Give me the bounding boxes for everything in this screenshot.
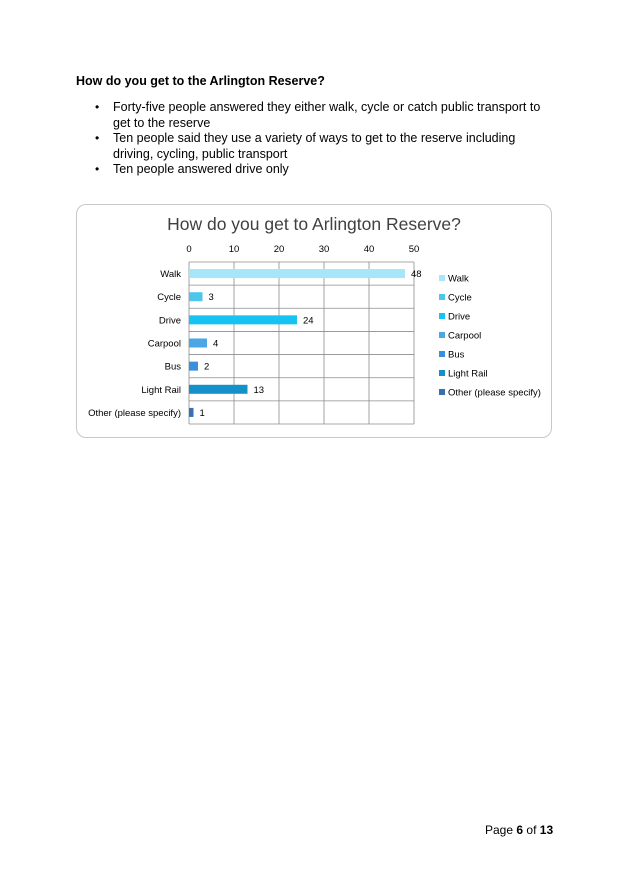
legend-swatch (439, 351, 445, 357)
bar-bus (189, 362, 198, 371)
bar-chart (77, 205, 551, 437)
chart-container (76, 204, 552, 438)
bar-walk (189, 269, 405, 278)
category-label: Other (please specify) (88, 407, 181, 419)
category-label: Cycle (157, 292, 181, 304)
x-tick-label: 50 (408, 244, 420, 255)
legend-swatch (439, 313, 445, 319)
legend-label: Bus (448, 349, 465, 361)
data-label: 13 (253, 384, 265, 396)
legend-swatch (439, 275, 445, 281)
legend-swatch (439, 332, 445, 338)
category-label: Bus (164, 361, 181, 373)
category-label: Drive (158, 315, 181, 327)
bullet-list (76, 100, 556, 178)
x-tick-label: 40 (363, 244, 375, 255)
bullet-item (76, 131, 556, 162)
x-tick-label: 20 (273, 244, 285, 255)
category-label: Light Rail (141, 384, 181, 396)
bullet-text: Ten people said they use a variety of ways to get to the reserve including driving, cycling, public transport (113, 131, 516, 161)
data-label: 1 (199, 407, 205, 419)
bar-carpool (189, 339, 207, 348)
x-tick-label: 30 (318, 244, 330, 255)
legend-swatch (439, 389, 445, 395)
data-label: 48 (411, 269, 422, 281)
bullet-icon: • (95, 131, 100, 145)
data-label: 4 (213, 338, 219, 350)
legend-label: Cycle (448, 292, 472, 304)
bullet-text: Forty-five people answered they either walk, cycle or catch public transport to get to the reserve (113, 100, 541, 130)
bar-other-please-specify- (189, 408, 194, 417)
page-label: Page (485, 823, 514, 837)
page-of: of (526, 823, 537, 837)
chart-title: How do you get to Arlington Reserve? (167, 214, 461, 234)
legend-label: Light Rail (448, 368, 488, 380)
bullet-text: Ten people answered drive only (113, 162, 289, 176)
legend-label: Carpool (448, 330, 482, 342)
bullet-item (76, 100, 556, 131)
bar-cycle (189, 292, 203, 301)
bullet-item (76, 162, 556, 178)
page-number (485, 823, 553, 837)
section-heading: How do you get to the Arlington Reserve? (76, 74, 325, 88)
data-label: 24 (303, 315, 314, 327)
bullet-icon: • (95, 100, 100, 114)
data-label: 2 (204, 361, 210, 373)
category-label: Carpool (147, 338, 181, 350)
page-current: 6 (516, 823, 524, 837)
legend-label: Drive (448, 311, 471, 323)
legend-label: Other (please specify) (448, 387, 541, 399)
x-tick-label: 0 (186, 244, 192, 255)
bar-drive (189, 315, 297, 324)
data-label: 3 (208, 292, 214, 304)
page-total: 13 (539, 823, 554, 837)
x-tick-label: 10 (228, 244, 240, 255)
category-label: Walk (160, 269, 181, 281)
bar-light-rail (189, 385, 248, 394)
bullet-icon: • (95, 162, 100, 176)
legend-swatch (439, 294, 445, 300)
legend-swatch (439, 370, 445, 376)
legend-label: Walk (448, 273, 469, 285)
